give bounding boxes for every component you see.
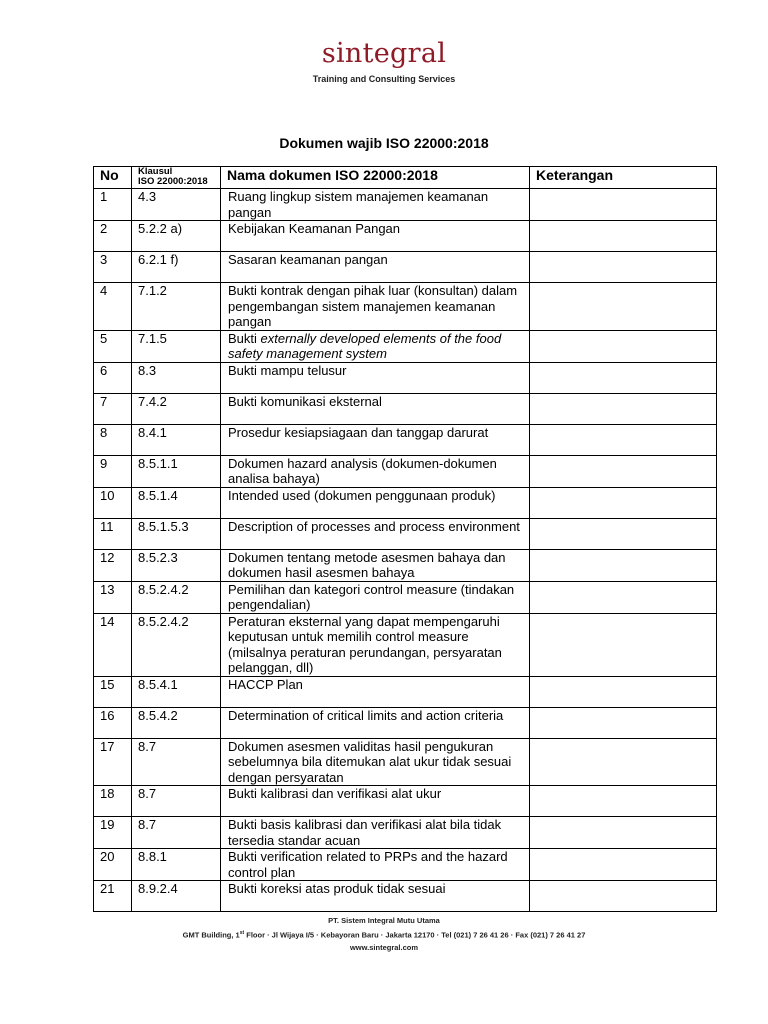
- cell-nama-dokumen: [221, 330, 530, 362]
- cell-no: 18: [94, 786, 132, 817]
- cell-no: 3: [94, 252, 132, 283]
- table-row: [94, 518, 717, 549]
- table-row: [94, 252, 717, 283]
- cell-no: 11: [94, 518, 132, 549]
- cell-keterangan: [530, 549, 717, 581]
- cell-klausul: 8.3: [132, 362, 221, 393]
- cell-nama-dokumen: Bukti mampu telusur: [221, 362, 530, 393]
- cell-keterangan: [530, 613, 717, 676]
- cell-keterangan: [530, 738, 717, 786]
- cell-keterangan: [530, 849, 717, 881]
- cell-nama-dokumen: Pemilihan dan kategori control measure (tindakan pengendalian): [221, 581, 530, 613]
- column-header-nama: Nama dokumen ISO 22000:2018: [221, 167, 530, 189]
- cell-nama-dokumen: Bukti kalibrasi dan verifikasi alat ukur: [221, 786, 530, 817]
- cell-klausul: 5.2.2 a): [132, 221, 221, 252]
- cell-no: 4: [94, 283, 132, 331]
- table-row: [94, 881, 717, 912]
- table-row: [94, 707, 717, 738]
- cell-klausul: 8.5.2.4.2: [132, 613, 221, 676]
- cell-nama-dokumen: Prosedur kesiapsiagaan dan tanggap darurat: [221, 424, 530, 455]
- column-header-klausul-line1: Klausul: [138, 166, 173, 177]
- footer-company: PT. Sistem Integral Mutu Utama: [328, 916, 440, 925]
- table-body: [94, 189, 717, 912]
- column-header-keterangan: Keterangan: [530, 167, 717, 189]
- cell-no: 12: [94, 549, 132, 581]
- cell-keterangan: [530, 221, 717, 252]
- table-row: [94, 549, 717, 581]
- table-row: [94, 786, 717, 817]
- table-row: [94, 817, 717, 849]
- cell-no: 5: [94, 330, 132, 362]
- cell-klausul: 8.7: [132, 786, 221, 817]
- cell-keterangan: [530, 707, 717, 738]
- cell-keterangan: [530, 189, 717, 221]
- cell-klausul: 8.7: [132, 817, 221, 849]
- table-row: [94, 393, 717, 424]
- table-row: [94, 424, 717, 455]
- table-row: [94, 330, 717, 362]
- cell-nama-dokumen: Bukti komunikasi eksternal: [221, 393, 530, 424]
- cell-keterangan: [530, 424, 717, 455]
- cell-keterangan: [530, 581, 717, 613]
- cell-klausul: 8.9.2.4: [132, 881, 221, 912]
- cell-keterangan: [530, 881, 717, 912]
- cell-klausul: 8.5.1.1: [132, 455, 221, 487]
- cell-keterangan: [530, 362, 717, 393]
- footer-address-sup: st: [239, 930, 245, 936]
- cell-nama-dokumen: Bukti basis kalibrasi dan verifikasi alat bila tidak tersedia standar acuan: [221, 817, 530, 849]
- table-row: [94, 849, 717, 881]
- cell-keterangan: [530, 676, 717, 707]
- cell-no: 20: [94, 849, 132, 881]
- cell-klausul: 8.8.1: [132, 849, 221, 881]
- cell-nama-dokumen: Kebijakan Keamanan Pangan: [221, 221, 530, 252]
- cell-klausul: 8.5.2.3: [132, 549, 221, 581]
- cell-klausul: 8.5.1.4: [132, 487, 221, 518]
- cell-no: 8: [94, 424, 132, 455]
- column-header-klausul-line2: ISO 22000:2018: [138, 176, 208, 187]
- cell-no: 15: [94, 676, 132, 707]
- cell-keterangan: [530, 283, 717, 331]
- cell-nama-dokumen: Intended used (dokumen penggunaan produk): [221, 487, 530, 518]
- table-row: [94, 581, 717, 613]
- table-header-row: [94, 167, 717, 189]
- cell-nama-dokumen: Description of processes and process environment: [221, 518, 530, 549]
- cell-nama-italic: externally developed elements of the food safety management system: [228, 330, 502, 361]
- page-footer: [0, 915, 768, 954]
- cell-no: 21: [94, 881, 132, 912]
- cell-klausul: 8.4.1: [132, 424, 221, 455]
- cell-nama-dokumen: Bukti verification related to PRPs and the hazard control plan: [221, 849, 530, 881]
- footer-website: www.sintegral.com: [349, 942, 419, 952]
- cell-no: 19: [94, 817, 132, 849]
- company-logo: sintegral: [321, 38, 447, 69]
- cell-keterangan: [530, 252, 717, 283]
- cell-no: 14: [94, 613, 132, 676]
- cell-keterangan: [530, 518, 717, 549]
- mandatory-documents-table: [93, 166, 717, 912]
- cell-keterangan: [530, 330, 717, 362]
- cell-nama-dokumen: Dokumen asesmen validitas hasil pengukuran sebelumnya bila ditemukan alat ukur tidak sesuai dengan persyaratan: [221, 738, 530, 786]
- cell-nama-dokumen: Bukti koreksi atas produk tidak sesuai: [221, 881, 530, 912]
- cell-klausul: 7.1.2: [132, 283, 221, 331]
- cell-no: 13: [94, 581, 132, 613]
- cell-nama-dokumen: Ruang lingkup sistem manajemen keamanan pangan: [221, 189, 530, 221]
- cell-no: 1: [94, 189, 132, 221]
- cell-nama-dokumen: Peraturan eksternal yang dapat mempengaruhi keputusan untuk memilih control measure (milsalnya peraturan perundangan, persyaratan pelanggan, dll): [221, 613, 530, 676]
- cell-no: 16: [94, 707, 132, 738]
- cell-klausul: 8.7: [132, 738, 221, 786]
- column-header-klausul: [132, 167, 221, 189]
- cell-klausul: 8.5.4.2: [132, 707, 221, 738]
- cell-keterangan: [530, 817, 717, 849]
- cell-klausul: 6.2.1 f): [132, 252, 221, 283]
- company-tagline: Training and Consulting Services: [312, 74, 456, 84]
- cell-klausul: 7.1.5: [132, 330, 221, 362]
- table-row: [94, 189, 717, 221]
- cell-no: 17: [94, 738, 132, 786]
- cell-nama-dokumen: Bukti kontrak dengan pihak luar (konsultan) dalam pengembangan sistem manajemen keamanan pangan: [221, 283, 530, 331]
- table-row: [94, 676, 717, 707]
- cell-klausul: 4.3: [132, 189, 221, 221]
- cell-keterangan: [530, 487, 717, 518]
- table-row: [94, 738, 717, 786]
- cell-nama-dokumen: Dokumen tentang metode asesmen bahaya dan dokumen hasil asesmen bahaya: [221, 549, 530, 581]
- table-row: [94, 455, 717, 487]
- table-row: [94, 283, 717, 331]
- cell-keterangan: [530, 393, 717, 424]
- cell-nama-dokumen: Determination of critical limits and action criteria: [221, 707, 530, 738]
- cell-no: 2: [94, 221, 132, 252]
- cell-klausul: 8.5.4.1: [132, 676, 221, 707]
- footer-address: [0, 927, 768, 942]
- table-row: [94, 487, 717, 518]
- cell-keterangan: [530, 786, 717, 817]
- cell-klausul: 8.5.2.4.2: [132, 581, 221, 613]
- cell-nama-dokumen: Sasaran keamanan pangan: [221, 252, 530, 283]
- footer-address-part1: GMT Building, 1: [182, 930, 240, 940]
- cell-klausul: 8.5.1.5.3: [132, 518, 221, 549]
- table-row: [94, 362, 717, 393]
- table-row: [94, 221, 717, 252]
- footer-address-part2: Floor · Jl Wijaya I/5 · Kebayoran Baru · Jakarta 12170 · Tel (021) 7 26 41 26 · Fax (021) 7 26 41 27: [244, 930, 586, 940]
- cell-nama-prefix: Bukti: [228, 330, 261, 346]
- cell-no: 10: [94, 487, 132, 518]
- cell-nama-dokumen: Dokumen hazard analysis (dokumen-dokumen analisa bahaya): [221, 455, 530, 487]
- cell-nama-dokumen: HACCP Plan: [221, 676, 530, 707]
- cell-no: 7: [94, 393, 132, 424]
- column-header-no: No: [94, 167, 132, 189]
- cell-no: 9: [94, 455, 132, 487]
- document-title: Dokumen wajib ISO 22000:2018: [279, 135, 489, 151]
- table-row: [94, 613, 717, 676]
- cell-no: 6: [94, 362, 132, 393]
- cell-klausul: 7.4.2: [132, 393, 221, 424]
- cell-keterangan: [530, 455, 717, 487]
